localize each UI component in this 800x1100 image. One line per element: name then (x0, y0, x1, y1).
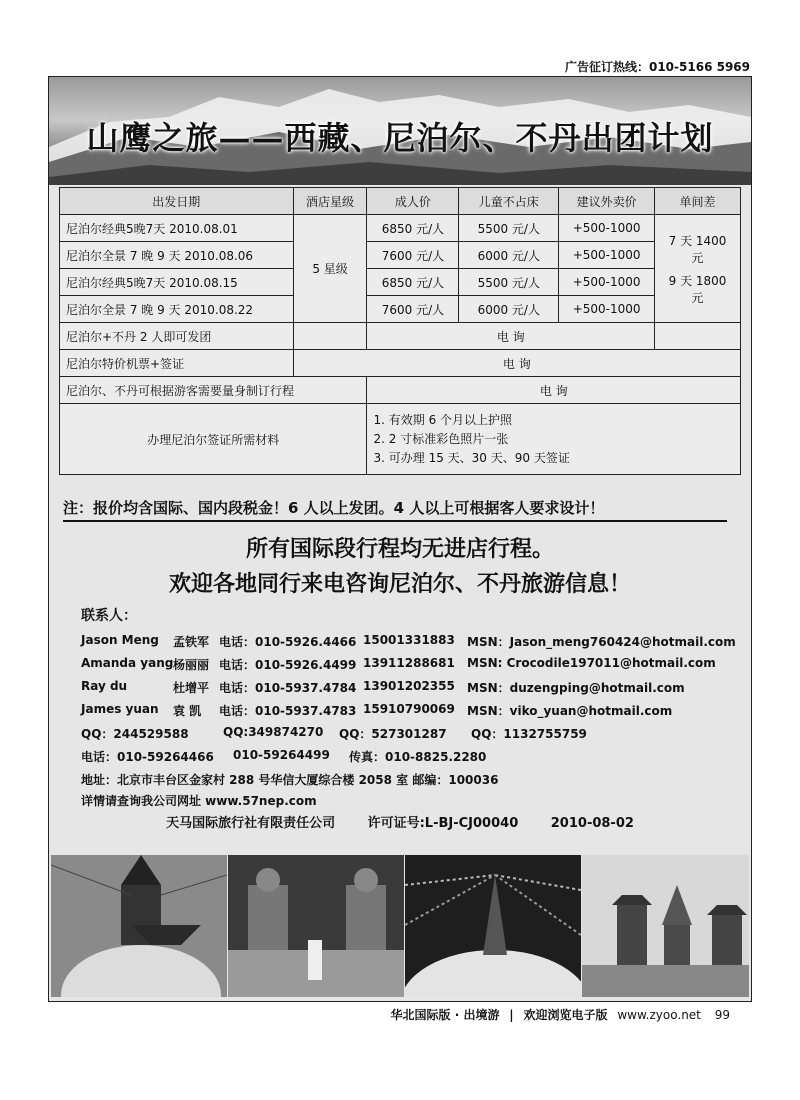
fax-number: 传真：010-8825.2280 (349, 750, 487, 764)
table-header-row (60, 188, 741, 215)
table-row (60, 377, 741, 404)
mountain-banner (49, 77, 751, 185)
child-price-cell: 6000 元/人 (459, 242, 559, 269)
contact-en-name: Amanda yang (81, 656, 174, 670)
contact-cn-name: 袁 凯 (173, 704, 202, 718)
contact-en-name: James yuan (81, 702, 159, 716)
table-row (60, 269, 741, 296)
contact-msn: MSN: Crocodile197011@hotmail.com (467, 656, 716, 670)
child-price-cell: 6000 元/人 (459, 296, 559, 323)
inquiry-cell: 电 询 (367, 323, 655, 350)
qq-number: QQ：1132755759 (471, 727, 587, 741)
table-row (60, 323, 741, 350)
departure-cell: 尼泊尔经典5晚7天 2010.08.15 (60, 269, 294, 296)
office-phone-2: 010-59264499 (233, 748, 330, 762)
departure-cell: 尼泊尔经典5晚7天 2010.08.01 (60, 215, 294, 242)
contact-cn-name: 杜增平 (173, 681, 210, 695)
empty-cell (293, 323, 367, 350)
temple-statues-photo (228, 855, 404, 997)
qq-number: QQ：244529588 (81, 727, 189, 741)
empty-cell (655, 323, 741, 350)
stupa-photo (51, 855, 227, 997)
header-hotel: 酒店星级 (293, 188, 367, 215)
child-price-cell: 5500 元/人 (459, 269, 559, 296)
header-adult: 成人价 (367, 188, 459, 215)
contact-label: 联系人： (81, 608, 137, 624)
prayer-flags-photo (405, 855, 581, 997)
departure-cell: 尼泊尔全景 7 晚 9 天 2010.08.22 (60, 296, 294, 323)
contact-mobile: 15001331883 (363, 633, 455, 647)
adult-price-cell: 7600 元/人 (367, 296, 459, 323)
header-departure: 出发日期 (60, 188, 294, 215)
contact-phone: 电话：010-5937.4784 (219, 681, 357, 695)
inquiry-cell: 电 询 (293, 350, 740, 377)
license-number: 许可证号:L-BJ-CJ00040 (367, 816, 519, 831)
office-phone: 电话：010-59264466 (81, 750, 214, 764)
price-note: 注：报价均含国际、国内段税金！6 人以上发团。4 人以上可根据客人要求设计！ (63, 497, 727, 522)
table-row (60, 242, 741, 269)
page-footer (391, 1006, 730, 1023)
contact-mobile: 15910790069 (363, 702, 455, 716)
nepal-bhutan-cell: 尼泊尔+不丹 2 人即可发团 (60, 323, 294, 350)
address-text: 地址：北京市丰台区金家村 288 号华信大厦综合楼 2058 室 邮编：100036 (81, 773, 499, 787)
ad-hotline: 广告征订热线：010-5166 5969 (564, 60, 750, 74)
photo-strip (51, 855, 749, 997)
table-row (60, 215, 741, 242)
retail-price-cell: +500-1000 (559, 215, 655, 242)
visa-item: 1. 有效期 6 个月以上护照 (373, 412, 513, 427)
contact-phone: 电话：010-5926.4466 (219, 635, 357, 649)
retail-price-cell: +500-1000 (559, 296, 655, 323)
hotel-star-cell: 5 星级 (293, 215, 367, 323)
contact-mobile: 13901202355 (363, 679, 455, 693)
visa-item: 3. 可办理 15 天、30 天、90 天签证 (373, 450, 570, 465)
section-name: 华北国际版 · 出境游 (390, 1008, 500, 1022)
visa-label-cell: 办理尼泊尔签证所需材料 (60, 404, 367, 475)
visa-requirements-cell (367, 404, 741, 475)
single-supplement-9d: 9 天 1800 元 (668, 273, 727, 305)
contact-cn-name: 杨丽丽 (173, 658, 210, 672)
footer-url[interactable]: www.zyoo.net (617, 1008, 701, 1022)
publish-date: 2010-08-02 (550, 816, 634, 831)
adult-price-cell: 6850 元/人 (367, 215, 459, 242)
header-single: 单间差 (655, 188, 741, 215)
retail-price-cell: +500-1000 (559, 269, 655, 296)
headline-welcome: 欢迎各地同行来电咨询尼泊尔、不丹旅游信息！ (168, 572, 631, 597)
contact-en-name: Jason Meng (81, 633, 159, 647)
header-retail: 建议外卖价 (559, 188, 655, 215)
contact-msn: MSN：duzengping@hotmail.com (467, 681, 685, 695)
retail-price-cell: +500-1000 (559, 242, 655, 269)
visa-item: 2. 2 寸标准彩色照片一张 (373, 431, 509, 446)
single-supplement-7d: 7 天 1400 元 (668, 233, 727, 265)
footer-separator: | (509, 1008, 514, 1022)
advertisement-frame (48, 76, 752, 1002)
contact-en-name: Ray du (81, 679, 128, 693)
tour-price-table (59, 187, 741, 475)
table-row (60, 296, 741, 323)
contact-msn: MSN：viko_yuan@hotmail.com (467, 704, 673, 718)
single-supplement-cell (655, 215, 741, 323)
custom-itinerary-cell: 尼泊尔、不丹可根据游客需要量身制订行程 (60, 377, 367, 404)
contact-cn-name: 孟铁军 (173, 635, 210, 649)
headline-no-shopping: 所有国际段行程均无进店行程。 (245, 537, 554, 562)
page-number: 99 (714, 1008, 730, 1022)
child-price-cell: 5500 元/人 (459, 215, 559, 242)
qq-number: QQ:349874270 (223, 725, 324, 739)
company-name: 天马国际旅行社有限责任公司 (166, 816, 336, 831)
contact-msn: MSN：Jason_meng760424@hotmail.com (467, 635, 736, 649)
durbar-square-photo (582, 855, 749, 997)
website-text: 详情请查询我公司网址 www.57nep.com (81, 794, 317, 808)
table-row (60, 350, 741, 377)
departure-cell: 尼泊尔全景 7 晚 9 天 2010.08.06 (60, 242, 294, 269)
banner-title: 山鹰之旅——西藏、尼泊尔、不丹出团计划 (86, 119, 714, 157)
adult-price-cell: 6850 元/人 (367, 269, 459, 296)
header-child: 儿童不占床 (459, 188, 559, 215)
contact-mobile: 13911288681 (363, 656, 455, 670)
company-line (49, 812, 751, 831)
contact-phone: 电话：010-5937.4783 (219, 704, 357, 718)
contact-phone: 电话：010-5926.4499 (219, 658, 357, 672)
adult-price-cell: 7600 元/人 (367, 242, 459, 269)
qq-number: QQ：527301287 (339, 727, 447, 741)
table-row (60, 404, 741, 475)
ticket-visa-cell: 尼泊尔特价机票+签证 (60, 350, 294, 377)
footer-welcome: 欢迎浏览电子版 (523, 1008, 608, 1022)
inquiry-cell: 电 询 (367, 377, 741, 404)
